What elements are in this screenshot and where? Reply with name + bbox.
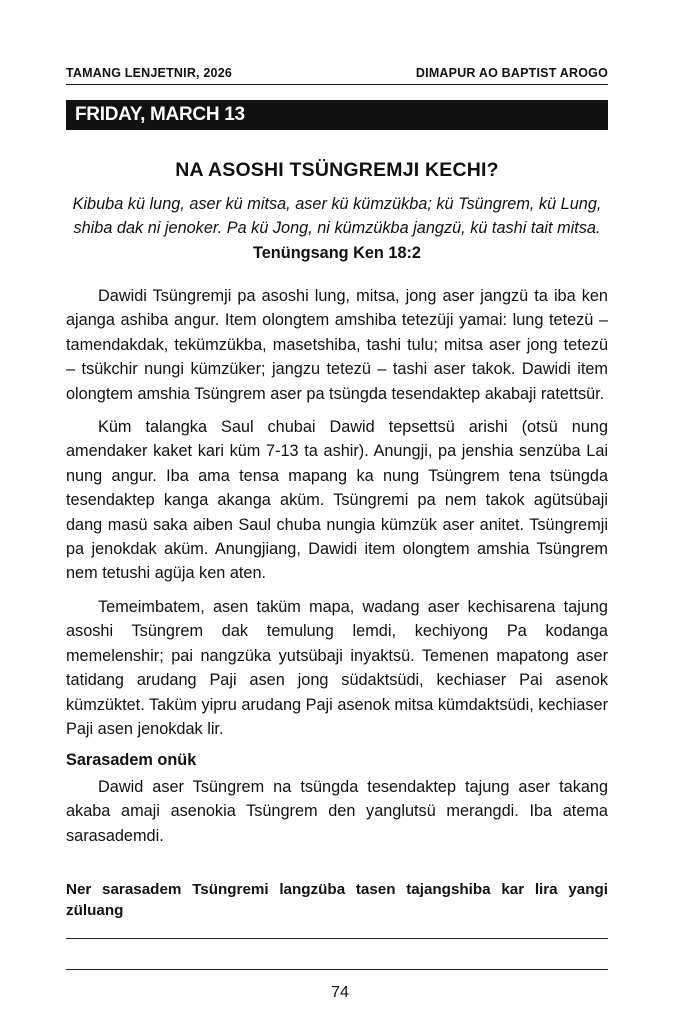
application-heading: Sarasadem onük: [66, 751, 197, 769]
verse-text: Kibuba kü lung, aser kü mitsa, aser kü kümzükba; kü Tsüngrem, kü Lung, shiba dak ni jenoker. Pa kü Jong, ni kümzükba jangzü, kü tashi tait mitsa.: [72, 195, 602, 238]
verse-reference: Tenüngsang Ken 18:2: [253, 243, 421, 262]
page-number: 74: [331, 984, 349, 1001]
scripture-verse: [66, 192, 608, 265]
reflection-prompt: Ner sarasadem Tsüngremi langzüba tasen tajangshiba kar lira yangi züluang: [66, 881, 608, 919]
devotion-title: NA ASOSHI TSÜNGREMJI KECHI?: [175, 159, 499, 181]
header-left-title: TAMANG LENJETNIR, 2026: [66, 66, 233, 80]
running-header: [66, 66, 608, 84]
writing-line-1: [66, 938, 608, 939]
body-paragraph-1: Dawidi Tsüngremji pa asoshi lung, mitsa, jong aser jangzü ta iba ken ajanga ashiba angur. Item olongtem amshiba tetezüji yamai: lung tetezü – tamendakdak, tekümzükba, masetshiba, tashi tulu; mitsa aser jong tetezü – tsükchir nungi kümzüker; jangzu tetezü – tashi aser takok. Dawidi item olongtem amshia Tsüngrem aser pa tsüngda tesendaktep akabaji ratettsür.: [66, 287, 608, 403]
body-paragraph-3: Temeimbatem, asen taküm mapa, wadang aser kechisarena tajung asoshi Tsüngrem dak temulung lemdi, kechiyong Pa kodanga memelenshir; pai nangzüka yutsübaji inyaktsü. Temenen mapatong aser tatidang arudang Paji asen jong südaktsüdi, kechiaser Pai asenok kümzüktet. Taküm yipru arudang Paji asenok mitsa kümdaktsüdi, kechiaser Paji asen jenokdak lir.: [66, 597, 608, 738]
application-text: Dawid aser Tsüngrem na tsüngda tesendaktep tajung aser takang akaba amaji asenokia Tsüngrem den yanglutsü merangdi. Iba atema sarasademdi.: [66, 778, 608, 845]
devotion-body: [66, 284, 608, 750]
date-banner: FRIDAY, MARCH 13: [66, 100, 608, 130]
writing-line-2: [66, 969, 608, 970]
body-paragraph-2: Küm talangka Saul chubai Dawid tepsettsü arishi (otsü nung amendaker kaket kari küm 7-13 ta ashir). Anungji, pa jenshia senzüba Lai nung angur. Iba ama tensa mapang ka nung Tsüngrem tena tsüngda tesendaktep kanga akanga aküm. Tsüngremi pa nem takok agütsübaji dang masü saka aiben Saul chuba nungia kümzük aser anitet. Tsüngremji pa jenokdak aküm. Anungjiang, Dawidi item olongtem amshia Tsüngrem nem tetushi agüja ken aten.: [66, 418, 608, 583]
header-right-title: DIMAPUR AO BAPTIST AROGO: [415, 66, 608, 80]
header-rule: [66, 84, 608, 85]
